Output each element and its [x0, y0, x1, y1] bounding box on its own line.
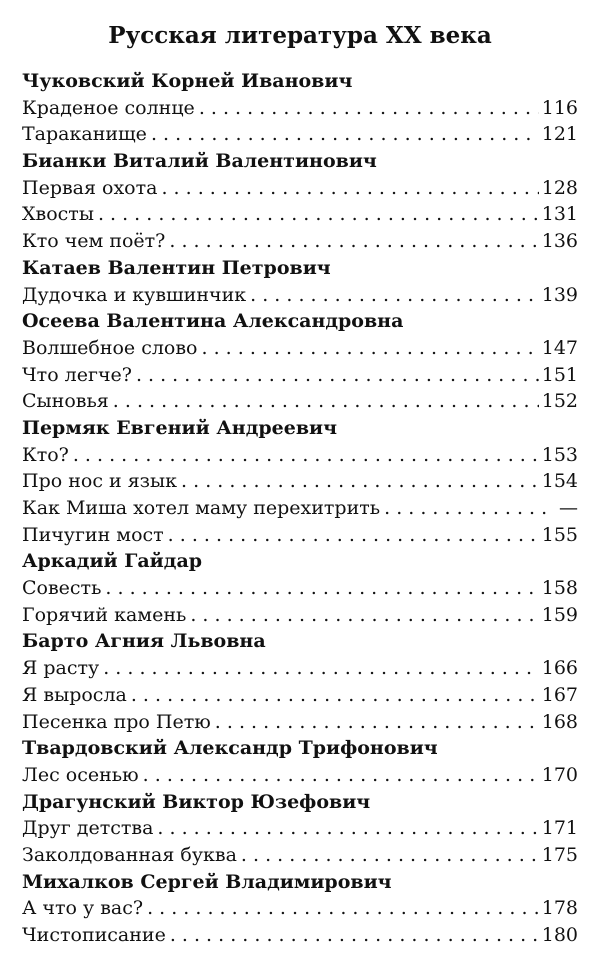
author-heading: Барто Агния Львовна: [22, 630, 266, 653]
dot-leader: [113, 388, 539, 415]
work-title: Волшебное слово: [22, 336, 198, 359]
work-title: Краденое солнце: [22, 96, 195, 119]
work-title: Про нос и язык: [22, 470, 178, 493]
dot-leader: [170, 922, 539, 949]
dot-leader: [105, 575, 538, 602]
work-title: Я расту: [22, 657, 100, 680]
page-number: 153: [541, 443, 578, 466]
page-number: 171: [541, 817, 578, 840]
toc-entry: [22, 228, 578, 255]
page-number: 178: [541, 897, 578, 920]
page-title: Русская литература XX века: [108, 22, 492, 49]
dot-leader: [103, 655, 539, 682]
work-title: Как Миша хотел маму перехитрить: [22, 497, 381, 519]
toc-entry: [22, 335, 578, 362]
work-title: Песенка про Петю: [22, 710, 211, 733]
dot-leader: [384, 495, 549, 522]
work-title: Пичугин мост: [22, 523, 164, 546]
dot-leader: [143, 762, 539, 789]
author-heading: Катаев Валентин Петрович: [22, 256, 331, 279]
dot-leader: [181, 468, 539, 495]
author-heading: Твардовский Александр Трифонович: [22, 737, 438, 760]
dot-leader: [157, 815, 538, 842]
work-title: Друг детства: [22, 817, 154, 840]
toc-entry: [22, 495, 578, 522]
dot-leader: [161, 175, 538, 202]
toc-entry: [22, 762, 578, 789]
page-number: 151: [541, 363, 578, 386]
toc-entry: [22, 655, 578, 682]
toc-entry: [22, 522, 578, 549]
work-title: Заколдованная буква: [22, 843, 237, 866]
work-title: Тараканище: [22, 123, 147, 146]
page-number: 154: [541, 470, 578, 493]
page-number: 175: [541, 843, 578, 866]
page-number: —: [559, 497, 578, 519]
toc-entry: [22, 682, 578, 709]
page-number: 128: [541, 176, 578, 199]
page-number: 170: [541, 763, 578, 786]
work-title: Хвосты: [22, 203, 94, 226]
dot-leader: [241, 842, 539, 869]
author-heading: Михалков Сергей Владимирович: [22, 870, 392, 893]
author-heading: Чуковский Корней Иванович: [22, 70, 353, 92]
dot-leader: [215, 709, 539, 736]
author-heading: Осеева Валентина Александровна: [22, 310, 404, 333]
toc-entry: [22, 709, 578, 736]
page-number: 155: [541, 523, 578, 546]
work-title: Кто?: [22, 443, 69, 466]
toc-entry: [22, 442, 578, 469]
toc-entry: [22, 388, 578, 415]
dot-leader: [151, 121, 539, 148]
author-heading: Драгунский Виктор Юзефович: [22, 790, 371, 813]
toc-entry: [22, 362, 578, 389]
dot-leader: [190, 602, 538, 629]
page-number: 180: [541, 924, 578, 946]
author-heading: Пермяк Евгений Андреевич: [22, 416, 338, 439]
dot-leader: [250, 282, 539, 309]
page-number: 167: [541, 683, 578, 706]
work-title: Лес осенью: [22, 763, 139, 786]
author-heading: Бианки Виталий Валентинович: [22, 150, 377, 173]
dot-leader: [169, 228, 538, 255]
toc-entry: [22, 842, 578, 869]
page-number: 158: [541, 577, 578, 600]
toc-entry: [22, 922, 578, 949]
work-title: А что у вас?: [22, 897, 144, 920]
author-heading: Аркадий Гайдар: [22, 550, 203, 573]
toc-entry: [22, 895, 578, 922]
page-number: 116: [541, 96, 578, 119]
dot-leader: [131, 682, 539, 709]
dot-leader: [147, 895, 539, 922]
dot-leader: [136, 362, 539, 389]
toc-entry: [22, 815, 578, 842]
dot-leader: [168, 522, 539, 549]
toc-entry: [22, 95, 578, 122]
work-title: Что легче?: [22, 363, 132, 386]
dot-leader: [98, 201, 539, 228]
page-number: 168: [541, 710, 578, 733]
toc-entry: [22, 602, 578, 629]
toc-entry: [22, 121, 578, 148]
page-number: 152: [541, 390, 578, 413]
work-title: Дудочка и кувшинчик: [22, 283, 247, 306]
work-title: Сыновья: [22, 390, 109, 413]
page-number: 166: [541, 657, 578, 680]
page-number: 159: [541, 603, 578, 626]
dot-leader: [73, 442, 539, 469]
work-title: Чистописание: [22, 924, 166, 946]
toc-entry: [22, 282, 578, 309]
work-title: Совесть: [22, 577, 102, 600]
page-number: 139: [541, 283, 578, 306]
toc-entry: [22, 468, 578, 495]
table-of-contents: [22, 68, 578, 949]
dot-leader: [199, 95, 539, 122]
work-title: Первая охота: [22, 176, 158, 199]
work-title: Я выросла: [22, 683, 127, 706]
work-title: Кто чем поёт?: [22, 230, 166, 253]
page-number: 131: [541, 203, 578, 226]
work-title: Горячий камень: [22, 603, 187, 626]
page-number: 136: [541, 230, 578, 253]
page-number: 121: [541, 123, 578, 146]
toc-entry: [22, 201, 578, 228]
page-number: 147: [541, 336, 578, 359]
dot-leader: [202, 335, 539, 362]
toc-entry: [22, 175, 578, 202]
toc-entry: [22, 575, 578, 602]
